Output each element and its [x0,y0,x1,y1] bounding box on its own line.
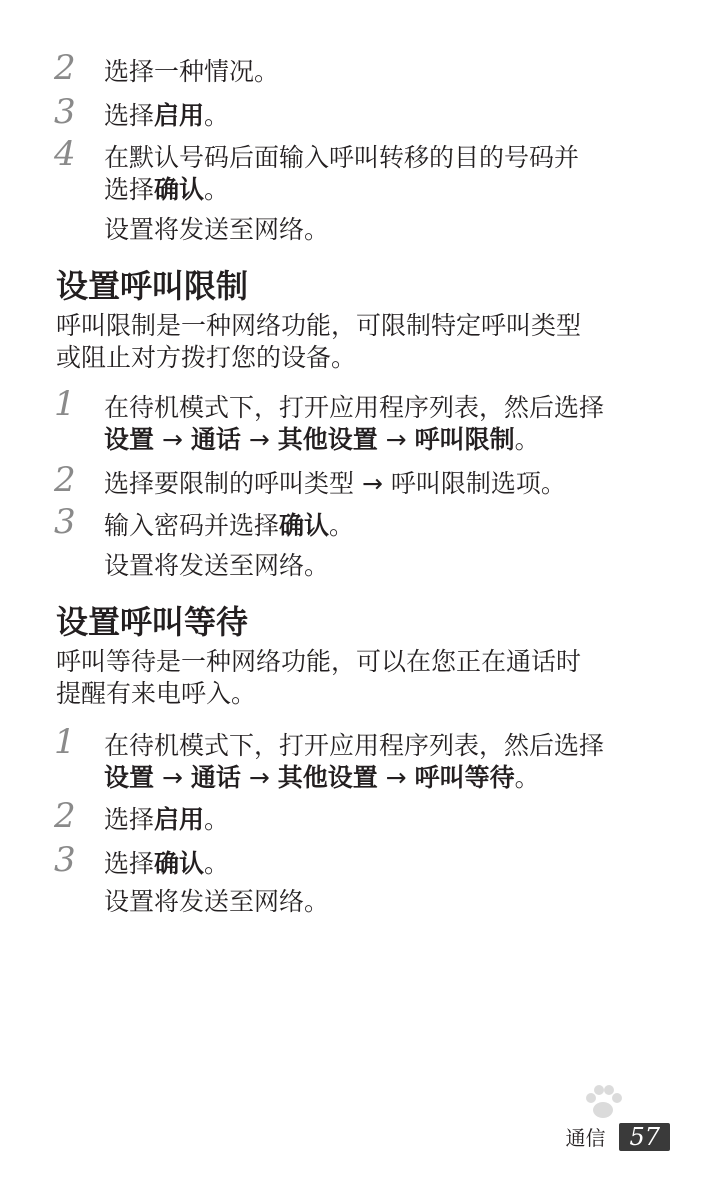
step-text-post: 。 [204,849,230,878]
arrow: → [240,425,278,454]
step-number: 3 [54,92,76,132]
step-text [104,730,704,794]
menu-path-call: 通话 [190,763,241,792]
step-text [104,100,704,132]
arrow: → [377,425,415,454]
step-text [104,142,704,206]
step-number: 1 [54,722,76,762]
arrow: → [240,763,278,792]
step-text-bold: 确认 [154,175,205,204]
step-text-post: 。 [204,805,230,834]
arrow: → [154,425,191,454]
menu-path-settings: 设置 [104,425,155,454]
step-number: 4 [54,134,76,174]
step-text-pre: 选择 [104,805,155,834]
menu-path-other-settings: 其他设置 [277,425,378,454]
page-footer [565,1122,670,1151]
menu-path-call: 通话 [190,425,241,454]
step-text [104,392,704,456]
description-line2: 提醒有来电呼入。 [56,679,257,708]
step-number: 2 [54,48,76,88]
step-text [104,510,704,542]
step-text-pre: 选择 [104,175,155,204]
step-text-pre: 输入密码并选择 [104,511,280,540]
step-number: 1 [54,384,76,424]
arrow: → [154,763,191,792]
step-number: 3 [54,502,76,542]
section-heading-call-waiting: 设置呼叫等待 [56,603,249,641]
step-text [104,804,704,836]
description-line1: 呼叫限制是一种网络功能，可限制特定呼叫类型 [56,311,582,340]
step-text-post: 。 [204,175,230,204]
step-text-post: 。 [514,425,540,454]
paw-icon [581,1082,625,1126]
note-sent-to-network: 设置将发送至网络。 [104,551,330,580]
step-text-pre: 选择 [104,849,155,878]
section-description [56,646,696,710]
step-text: 选择一种情况。 [104,57,280,86]
menu-path-other-settings: 其他设置 [277,763,378,792]
step-text-line1: 在待机模式下，打开应用程序列表，然后选择 [104,731,605,760]
step-text-post: 。 [329,511,355,540]
step-number: 2 [54,796,76,836]
step-text-bold: 启用 [154,101,205,130]
step-text-line1: 在默认号码后面输入呼叫转移的目的号码并 [104,143,580,172]
section-description [56,310,696,374]
menu-path-call-waiting: 呼叫等待 [414,763,515,792]
note-sent-to-network: 设置将发送至网络。 [104,215,330,244]
description-line2: 或阻止对方拨打您的设备。 [56,343,357,372]
step-text-line1: 在待机模式下，打开应用程序列表，然后选择 [104,393,605,422]
step-text-post: 。 [514,763,540,792]
menu-path-call-barring: 呼叫限制 [414,425,515,454]
page-number: 57 [619,1123,670,1151]
step-number: 2 [54,460,76,500]
step-text-pre: 选择 [104,101,155,130]
step-text-bold: 确认 [154,849,205,878]
step-text [104,848,704,880]
step-text-post: 。 [204,101,230,130]
section-heading-call-barring: 设置呼叫限制 [56,267,249,305]
note-sent-to-network: 设置将发送至网络。 [104,887,330,916]
step-text: 选择要限制的呼叫类型 → 呼叫限制选项。 [104,469,566,498]
step-text-bold: 启用 [154,805,205,834]
step-number: 3 [54,840,76,880]
arrow: → [377,763,415,792]
description-line1: 呼叫等待是一种网络功能，可以在您正在通话时 [56,647,582,676]
step-text-bold: 确认 [279,511,330,540]
menu-path-settings: 设置 [104,763,155,792]
chapter-label: 通信 [565,1126,606,1150]
